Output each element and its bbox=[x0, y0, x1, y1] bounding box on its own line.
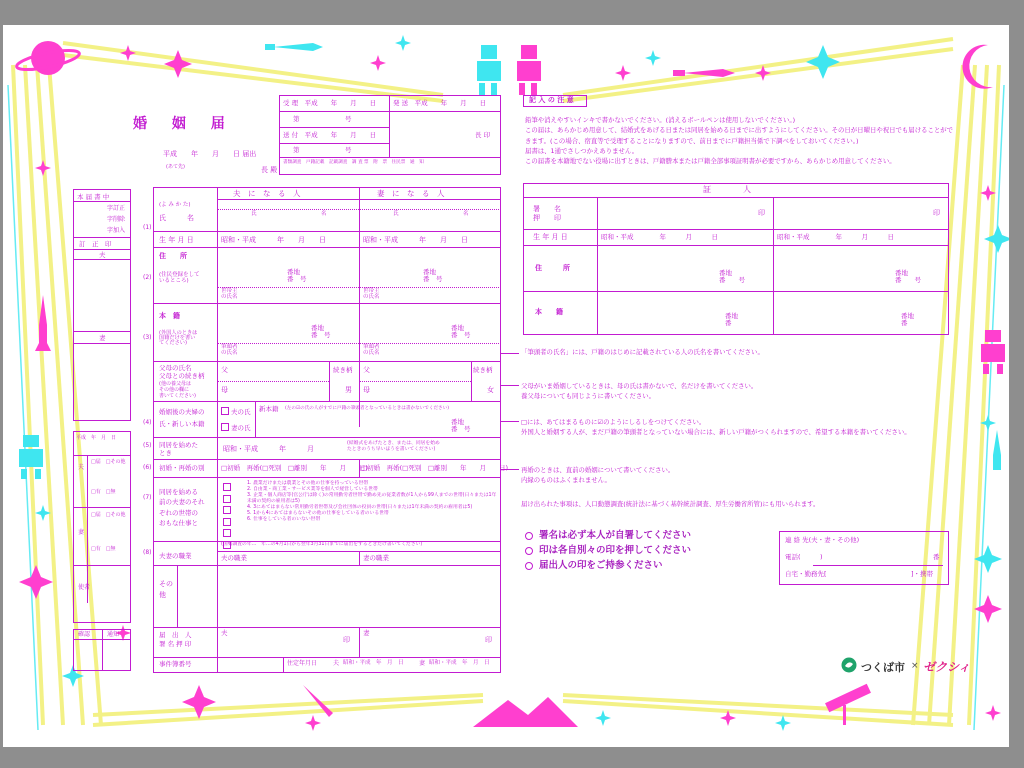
notification-label: 通知 bbox=[107, 631, 120, 638]
son-label: 男 bbox=[345, 386, 352, 394]
husband-mother-field[interactable]: 母 bbox=[221, 386, 228, 394]
witness-honseki-label: 本 籍 bbox=[535, 308, 563, 316]
witness1-address-field[interactable]: 番地 番 号 bbox=[719, 269, 745, 284]
tsukuba-city-logo-icon bbox=[841, 657, 857, 673]
rocket-icon bbox=[993, 430, 1001, 470]
zexy-logo: ゼクシィ bbox=[923, 660, 971, 674]
section-number: (6) bbox=[143, 464, 152, 471]
robot-icon bbox=[981, 330, 1005, 374]
other-label: その 他 bbox=[159, 580, 173, 600]
contact-title: 連 絡 先(夫・妻・その他) bbox=[785, 536, 860, 544]
witness2-seal-mark[interactable]: 印 bbox=[933, 209, 940, 217]
main-form-table bbox=[153, 187, 501, 673]
marriage-count-label: 初婚・再婚の別 bbox=[159, 464, 205, 472]
section-number: (5) bbox=[143, 442, 152, 449]
husband-head-of-family-label: 筆頭者 の氏名 bbox=[221, 344, 238, 356]
address-date-wife-label: 妻 bbox=[419, 660, 426, 667]
address-label: 住 所 bbox=[159, 252, 187, 260]
husband-signature-label: 夫 bbox=[221, 629, 228, 637]
correction-wife-label: 妻 bbox=[99, 334, 106, 342]
addressee-honorific: 長 殿 bbox=[261, 166, 278, 174]
witness2-honseki-field[interactable]: 番地 番 bbox=[901, 312, 914, 327]
note-head-of-family: 「筆頭者の氏名」には、戸籍のはじめに記載されている人の氏名を書いてください。 bbox=[521, 348, 764, 356]
husband-marriage-count-field[interactable]: □初婚 再婚(□死別 □離別 年 月 日) bbox=[221, 464, 368, 472]
office-wife-presence: □有 □無 bbox=[91, 546, 116, 552]
receipt-juri: 受 理 平成 年 月 日 bbox=[283, 99, 377, 107]
wife-birth-field[interactable]: 昭和・平成 年 月 日 bbox=[363, 236, 468, 244]
contact-home-work-field[interactable]: 自宅・勤務先[ bbox=[785, 570, 827, 578]
section-number: (8) bbox=[143, 549, 152, 556]
office-date-label: 平成 年 月 日 bbox=[76, 435, 117, 441]
note-parents: 父母がいま婚姻しているときは、母の氏は書かないで、名だけを書いてください。 養父母についても同じように書いてください。 bbox=[521, 382, 758, 401]
wife-surname-checkbox[interactable]: 妻の氏 bbox=[221, 423, 251, 432]
mountain-icon bbox=[473, 697, 578, 727]
wife-surname-sublabel: 氏 bbox=[393, 211, 399, 217]
husband-column-header: 夫 に な る 人 bbox=[233, 189, 301, 198]
honseki-label: 本 籍 bbox=[159, 312, 180, 320]
note-remarriage: 再婚のときは、直前の婚姻について書いてください。 内縁のものはふくまれません。 bbox=[521, 466, 675, 485]
correction-seal-label: 訂 正 印 bbox=[79, 240, 112, 248]
contact-phone-field[interactable]: 電話( ) bbox=[785, 553, 823, 561]
office-messenger-label: 使者 bbox=[78, 584, 91, 591]
wife-honseki-field[interactable]: 番地 番 号 bbox=[451, 324, 471, 339]
birth-label: 生 年 月 日 bbox=[159, 236, 194, 244]
husband-surname-sublabel: 氏 bbox=[251, 211, 257, 217]
deletion-label: 字削除 bbox=[107, 216, 126, 223]
receipt-number-2: 第 号 bbox=[293, 146, 352, 154]
receipt-souhu: 送 付 平成 年 月 日 bbox=[283, 131, 377, 139]
correction-husband-label: 夫 bbox=[99, 251, 106, 259]
robot-icon bbox=[517, 45, 541, 95]
name-label: 氏 名 bbox=[159, 214, 194, 222]
wife-address-field[interactable]: 番地 番 号 bbox=[423, 268, 443, 283]
husband-job-field[interactable]: 夫の職業 bbox=[221, 554, 247, 562]
witness1-birth-field[interactable]: 昭和・平成 年 月 日 bbox=[601, 233, 718, 241]
husband-honseki-field[interactable]: 番地 番 号 bbox=[311, 324, 331, 339]
cohabit-label: 同居を始めた とき bbox=[159, 441, 198, 458]
address-note: (住民登録をして いるところ) bbox=[159, 272, 200, 284]
note-checkbox: □には、あてはまるものに☑のようにしるしをつけてください。 外国人と婚姻する人が、まだ戸籍の筆頭者となっていない場合には、新しい戸籍がつくられますので、希望する本籍を書いてください。 bbox=[521, 418, 911, 437]
wife-job-field[interactable]: 妻の職業 bbox=[363, 554, 389, 562]
husband-householder-label: 世帯主 の氏名 bbox=[221, 288, 238, 300]
job-note: (国勢調査の年… 年…の4月1日から翌年3月31日までに届出をするときだけ書いてください) bbox=[221, 542, 423, 547]
occupation-items: 1. 農業だけまたは農業とその他の仕事を持っている世帯 2. 自由業・商工業・サービス業等を個人で経営している世帯 3. 企業・個人商店等(官公庁は除く)の常用勤労者世帯で勤め先の従業者数が1人から99人までの世帯(日々または1年未満の契約の雇用者は5) 4. 3にあてはまらない常用勤労者世帯及び会社団体の役員の世帯(日々または1年未満の契約の雇用者は5) 5. 1から4にあてはまらないその他の仕事をしている者のいる世帯 6. 仕事をしている者のいない世帯 bbox=[247, 481, 497, 522]
husband-seal-mark[interactable]: 印 bbox=[343, 636, 350, 644]
receipt-chou-in: 長 印 bbox=[475, 131, 491, 139]
contact-phone-suffix: 番 bbox=[933, 553, 940, 561]
daughter-label: 女 bbox=[487, 386, 494, 394]
new-honseki-note: (左の☑の氏の人がすでに戸籍の筆頭者となっているときは書かないでください) bbox=[285, 406, 450, 411]
name-input-husband[interactable] bbox=[217, 201, 501, 229]
witness1-seal-mark[interactable]: 印 bbox=[758, 209, 765, 217]
parents-note: (他の養父母は その他の欄に 書いてください) bbox=[159, 381, 196, 399]
witness2-birth-field[interactable]: 昭和・平成 年 月 日 bbox=[777, 233, 894, 241]
address-date-husband-field[interactable]: 昭和・平成 年 月 日 bbox=[343, 660, 404, 666]
marriage-registration-sheet bbox=[3, 25, 1009, 747]
case-number-label: 事件簿番号 bbox=[159, 660, 192, 668]
office-wife-checks: □届 □その他 bbox=[91, 512, 126, 518]
bullet-signature: 署名は必ず本人が自署してください bbox=[539, 530, 692, 541]
witness1-honseki-field[interactable]: 番地 番 bbox=[725, 312, 738, 327]
instructions-body: 鉛筆や消えやすいインキで書かないでください。(消えるボールペンは使用しないでください。) この届は、あらかじめ用意して、結婚式をあげる日または同居を始める日までに出すようにしてください。その日が日曜日や祝日でも届けることができます。(この場合、宿直等で受理することになりますので、前日までに戸籍担当係で下調べをしておいてください。) 届書は、1通でさしつかえありません。 この届書を本籍地でない役場に出すときは、戸籍謄本または戸籍全部事項証明書が必要ですから、あらかじめ用意してください。 bbox=[525, 116, 954, 165]
bullet-seal: 印は各自別々の印を押してください bbox=[539, 545, 692, 556]
receipt-row-labels: 書類調査 戸籍記載 記載調査 調 査 票 附 票 住民票 通 知 bbox=[283, 160, 424, 165]
tsukuba-city-logo-text: つくば市 bbox=[861, 661, 905, 674]
job-label: 夫妻の職業 bbox=[159, 552, 192, 560]
honseki-note: (外国人のときは 国籍だけを書い てください) bbox=[159, 330, 198, 347]
address-date-label: 住定年月日 bbox=[287, 660, 318, 667]
husband-birth-field[interactable]: 昭和・平成 年 月 日 bbox=[221, 236, 326, 244]
wife-head-of-family-label: 筆頭者 の氏名 bbox=[363, 344, 380, 356]
logo-separator: × bbox=[911, 661, 919, 671]
note-statistics: 届け出られた事項は、人口動態調査(統計法に基づく基幹統計調査、厚生労働省所管)にも用いられます。 bbox=[521, 500, 820, 508]
new-honseki-field-label: 新本籍 bbox=[259, 405, 279, 413]
witness-birth-label: 生 年 月 日 bbox=[533, 233, 568, 241]
correction-header: 本 届 書 中 bbox=[77, 193, 110, 201]
new-honseki-field[interactable]: 番地 番 号 bbox=[451, 418, 471, 433]
rocket-icon bbox=[265, 43, 323, 51]
addition-label: 字加入 bbox=[107, 227, 126, 234]
wife-father-field[interactable]: 父 bbox=[363, 366, 370, 374]
office-husband-checks: □届 □その他 bbox=[91, 459, 126, 465]
office-wife-label: 妻 bbox=[78, 529, 85, 536]
parents-label: 父母の氏名 父母との続き柄 bbox=[159, 364, 205, 380]
husband-given-sublabel: 名 bbox=[321, 211, 327, 217]
office-husband-presence: □有 □無 bbox=[91, 489, 116, 495]
address-date-husband-label: 夫 bbox=[333, 660, 340, 667]
witness-heading: 証 人 bbox=[703, 185, 751, 194]
correction-column bbox=[73, 189, 131, 421]
husband-father-field[interactable]: 父 bbox=[221, 366, 228, 374]
instructions-heading: 記 入 の 注 意 bbox=[529, 96, 574, 104]
husband-address-field[interactable]: 番地 番 号 bbox=[287, 268, 307, 283]
robot-icon bbox=[477, 45, 501, 95]
occupation-label: 同居を始める 前の夫妻のそれ ぞれの世帯の おもな仕事と bbox=[159, 488, 205, 528]
wife-column-header: 妻 に な る 人 bbox=[377, 189, 445, 198]
addressee-note: (あて先) bbox=[166, 164, 185, 170]
witness-address-label: 住 所 bbox=[535, 264, 570, 272]
section-number: (7) bbox=[143, 494, 152, 501]
wife-seal-mark[interactable]: 印 bbox=[485, 636, 492, 644]
section-number: (4) bbox=[143, 419, 152, 426]
bullet-bring-seal: 届出人の印をご持参ください bbox=[539, 560, 663, 571]
cohabit-date-field[interactable]: 昭和・平成 年 月 bbox=[223, 445, 314, 453]
witness-signature-label: 署 名 押 印 bbox=[533, 205, 561, 223]
section-number: (3) bbox=[143, 334, 152, 341]
form-title: 婚 姻 届 bbox=[133, 116, 235, 132]
cohabit-note: (結婚式をあげたとき、または、同居を始め たときのうち早いほうを書いてください) bbox=[347, 441, 440, 453]
wife-marriage-count-field[interactable]: □初婚 再婚(□死別 □離別 年 月 日) bbox=[361, 464, 508, 472]
husband-relation-label: 続き柄 bbox=[333, 366, 353, 374]
address-date-wife-field[interactable]: 昭和・平成 年 月 日 bbox=[429, 660, 490, 666]
wife-given-sublabel: 名 bbox=[463, 211, 469, 217]
section-number: (1) bbox=[143, 224, 152, 231]
furigana-label: (よ み か た) bbox=[159, 202, 191, 208]
confirmation-label: 確認 bbox=[78, 631, 91, 638]
signature-label: 届 出 人 署 名 押 印 bbox=[159, 631, 192, 649]
receipt-number-1: 第 号 bbox=[293, 115, 352, 123]
wife-householder-label: 世帯主 の氏名 bbox=[363, 288, 380, 300]
new-honseki-label: 婚姻後の夫婦の 氏・新しい本籍 bbox=[159, 408, 205, 428]
correction-label: 字訂正 bbox=[107, 205, 126, 212]
office-husband-label: 夫 bbox=[78, 464, 85, 471]
wife-mother-field[interactable]: 母 bbox=[363, 386, 370, 394]
witness2-address-field[interactable]: 番地 番 号 bbox=[895, 269, 921, 284]
date-line: 平成 年 月 日 届出 bbox=[163, 150, 257, 158]
husband-surname-checkbox[interactable]: 夫の氏 bbox=[221, 407, 251, 416]
wife-relation-label: 続き柄 bbox=[473, 366, 493, 374]
contact-mobile-label: ]・携帯 bbox=[911, 570, 934, 578]
receipt-hassou: 発 送 平成 年 月 日 bbox=[393, 99, 487, 107]
section-number: (2) bbox=[143, 274, 152, 281]
wife-signature-label: 妻 bbox=[363, 629, 370, 637]
